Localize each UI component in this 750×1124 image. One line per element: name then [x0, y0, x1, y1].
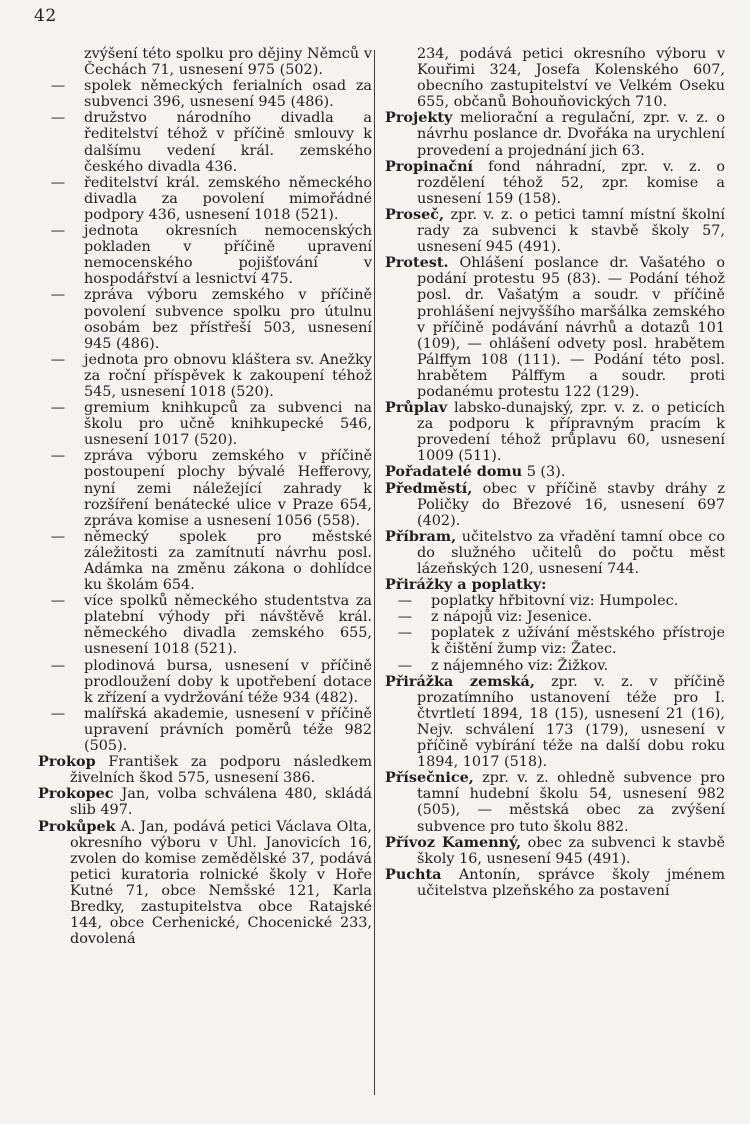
entry-headword: Přísečnice,: [385, 769, 474, 787]
sub-entry: [38, 706, 372, 754]
sub-entry-dash: —: [397, 657, 413, 674]
sub-entry: [385, 593, 725, 609]
index-entry: [385, 867, 725, 899]
entry-headword: Pořadatelé domu: [385, 463, 523, 481]
entry-headword: Příbram,: [385, 527, 457, 545]
entry-headword: Prokopec: [38, 785, 114, 803]
index-entry: [385, 674, 725, 771]
sub-entry-dash: —: [50, 223, 66, 240]
entry-headword: Propinační: [385, 157, 474, 175]
sub-entry: [385, 625, 725, 657]
entry-headword: Protest.: [385, 254, 449, 272]
entry-text: obec v příčině stavby dráhy z Poličky do Březové 16, usnesení 697 (402).: [417, 480, 726, 529]
entry-text: poplatek z užívání městského přístroje k čištění žump viz: Žatec.: [431, 625, 725, 658]
index-entry: [385, 207, 725, 255]
entry-text: Ohlášení poslance dr. Vašatého o podání protestu 95 (83). — Podání téhož posl. dr. Vašatým a soudr. v příčině prohlášení nejvyššího maršálka zemského v příčině podávání návrhů a dotazů 101 (109), — ohlášení odvety posl. hrabětem Pálffym 108 (111). — Podání této posl. hrabětem Pálffym a soudr. proti podanému protestu 122 (129).: [417, 255, 725, 400]
index-entry: [385, 770, 725, 834]
index-entry: [385, 159, 725, 207]
entry-text: plodinová bursa, usnesení v příčině prodloužení doby k upotřebení dotace k zřízení a vydržování téže 934 (482).: [84, 657, 372, 706]
sub-entry: [385, 658, 725, 674]
continued-entry: zvýšení této spolku pro dějiny Němců v Čechách 71, usnesení 975 (502).: [84, 46, 372, 79]
sub-entry-dash: —: [50, 78, 66, 95]
entry-text: obec za subvenci k stavbě školy 16, usnesení 945 (491).: [417, 834, 725, 867]
left-column: [38, 46, 372, 947]
index-entry: [385, 577, 725, 593]
entry-headword: Prokop: [38, 753, 96, 771]
index-entry: [385, 255, 725, 400]
index-entry: [385, 110, 725, 158]
entry-text: malířská akademie, usnesení v příčině upravení právních poměrů téže 982 (505).: [84, 705, 372, 755]
entry-text: jednota pro obnovu kláštera sv. Anežky za roční příspěvek k zakoupení téhož 545, usnesení 1018 (520).: [84, 351, 372, 400]
sub-entry-dash: —: [50, 528, 66, 545]
entry-text: meliorační a regulační, zpr. v. z. o návrhu poslance dr. Dvořáka na urychlení provedení a projednání jich 63.: [417, 110, 725, 159]
entry-headword: Proseč,: [385, 205, 445, 223]
index-entry: [38, 786, 372, 818]
sub-entry: [385, 609, 725, 625]
entry-text: labsko-dunajský, zpr. v. z. o peticích za podporu k přípravným pracím k provedení téhož průplavu 60, usnesení 1009 (511).: [417, 400, 725, 465]
entry-headword: Přirážka zemská,: [385, 672, 535, 690]
entry-text: fond náhradní, zpr. v. z. o rozdělení téhož 52, zpr. komise a usnesení 159 (158).: [417, 158, 725, 207]
entry-text: zpr. v. z. ohledně subvence pro tamní hudební školu 54, usnesení 982 (505), — městská obec za zvýšení subvence pro tuto školu 882.: [417, 770, 725, 835]
entry-headword: Projekty: [385, 109, 453, 127]
sub-entry-dash: —: [397, 609, 413, 626]
sub-entry-dash: —: [50, 593, 66, 610]
sub-entry: [38, 658, 372, 706]
right-column: [385, 46, 725, 899]
index-entry: [385, 464, 725, 480]
entry-text: zpráva výboru zemského v příčině povolení subvence spolku pro útulnu osobám bez přístřeší 503, usnesení 945 (486).: [84, 287, 372, 352]
sub-entry: [38, 110, 372, 174]
entry-text: z nájemného viz: Žižkov.: [431, 657, 609, 674]
entry-text: poplatky hřbitovní viz: Humpolec.: [431, 593, 679, 610]
entry-text: z nápojů viz: Jesenice.: [431, 609, 593, 626]
entry-headword: Puchta: [385, 865, 442, 883]
entry-headword: Průplav: [385, 399, 448, 417]
entry-text: Antonín, správce školy jménem učitelstva plzeňského za postavení: [417, 866, 725, 899]
entry-text: německý spolek pro městské záležitosti za zamítnutí návrhu posl. Adámka na změnu zákona o dohlídce ku školám 654.: [84, 528, 372, 594]
column-divider: [374, 50, 375, 1095]
sub-entry-dash: —: [50, 448, 66, 465]
sub-entry-dash: —: [50, 657, 66, 674]
sub-entry: [38, 529, 372, 593]
entry-text: gremium knihkupců za subvenci na školu pro učně knihkupecké 546, usnesení 1017 (520).: [84, 400, 372, 449]
entry-text: ředitelství král. zemského německého divadla za povolení mimořádné podpory 436, usnesení 1018 (521).: [84, 174, 372, 223]
entry-text: jednota okresních nemocenských pokladen v příčině upravení nemocenského pojišťování v hospodářství a lesnictví 475.: [84, 223, 372, 288]
sub-entry-dash: —: [397, 625, 413, 642]
page-number: 42: [34, 6, 57, 26]
index-entry: [38, 754, 372, 786]
index-entry: [385, 529, 725, 577]
sub-entry-dash: —: [397, 593, 413, 610]
sub-entry: [38, 448, 372, 528]
sub-entry-dash: —: [50, 287, 66, 304]
sub-entry-dash: —: [50, 351, 66, 368]
entry-text: družstvo národního divadla a ředitelství téhož v příčině smlouvy k dalšímu vedení král. zemského českého divadla 436.: [84, 110, 372, 175]
sub-entry: [38, 352, 372, 400]
entry-text: zpráva výboru zemského v příčině postoupení plochy bývalé Hefferovy, nyní zemi náležející zahrady k rozšíření benátecké ulice v Praze 654, zpráva komise a usnesení 1056 (558).: [84, 448, 372, 529]
sub-entry: [38, 287, 372, 351]
entry-text: zpr. v. z. o petici tamní místní školní rady za subvenci k stavbě školy 57, usnesení 945 (491).: [417, 206, 726, 256]
entry-text: zpr. v. z. v příčině prozatímního ustanovení téže pro I. čtvrtletí 1894, 18 (15), usnesení 21 (16), Nejv. schválení 173 (179), usnesení v příčině vybírání téže na další dobu roku 1894, 1017 (518).: [417, 673, 726, 771]
sub-entry: [38, 223, 372, 287]
sub-entry: [38, 78, 372, 110]
entry-text: Jan, volba schválena 480, skládá slib 497.: [70, 786, 373, 819]
sub-entry: [38, 593, 372, 657]
sub-entry-dash: —: [50, 174, 66, 191]
index-entry: [385, 835, 725, 867]
sub-entry-dash: —: [50, 705, 66, 722]
continued-entry: 234, podává petici okresního výboru v Kouřimi 324, Josefa Kolenského 607, obecního zastupitelství ve Velkém Oseku 655, občanů Bohouňovických 710.: [417, 46, 725, 111]
entry-text: více spolků německého studentstva za platební výhody při návštěvě král. německého divadla zemského 655, usnesení 1018 (521).: [84, 593, 372, 658]
entry-text: spolek německých ferialních osad za subvenci 396, usnesení 945 (486).: [84, 78, 372, 111]
sub-entry-dash: —: [50, 400, 66, 417]
index-entry: [38, 819, 372, 948]
entry-text: 5 (3).: [526, 464, 566, 481]
entry-headword: Prokůpek: [38, 817, 116, 835]
index-entry: [385, 481, 725, 529]
entry-text: učitelstvo za vřadění tamní obce co do služného učitelů do počtu měst lázeňských 120, usnesení 744.: [417, 528, 725, 577]
sub-entry-dash: —: [50, 110, 66, 127]
index-entry: [385, 400, 725, 464]
entry-headword: Přirážky a poplatky:: [385, 576, 547, 594]
sub-entry: [38, 175, 372, 223]
entry-headword: Předměstí,: [385, 479, 473, 497]
sub-entry: [38, 400, 372, 448]
entry-headword: Přívoz Kamenný,: [385, 833, 522, 851]
entry-text: A. Jan, podává petici Václava Olta, okresního výboru v Uhl. Janovicích 16, zvolen do komise zemědělské 37, podává petici kuratoria rolnické školy v Hoře Kutné 71, obce Nemšské 121, Karla Bredky, zastupitelstva obce Ratajské 144, obce Cerhenické, Chocenické 233, dovolená: [70, 818, 372, 948]
entry-text: František za podporu následkem živelních škod 575, usnesení 386.: [70, 754, 372, 787]
